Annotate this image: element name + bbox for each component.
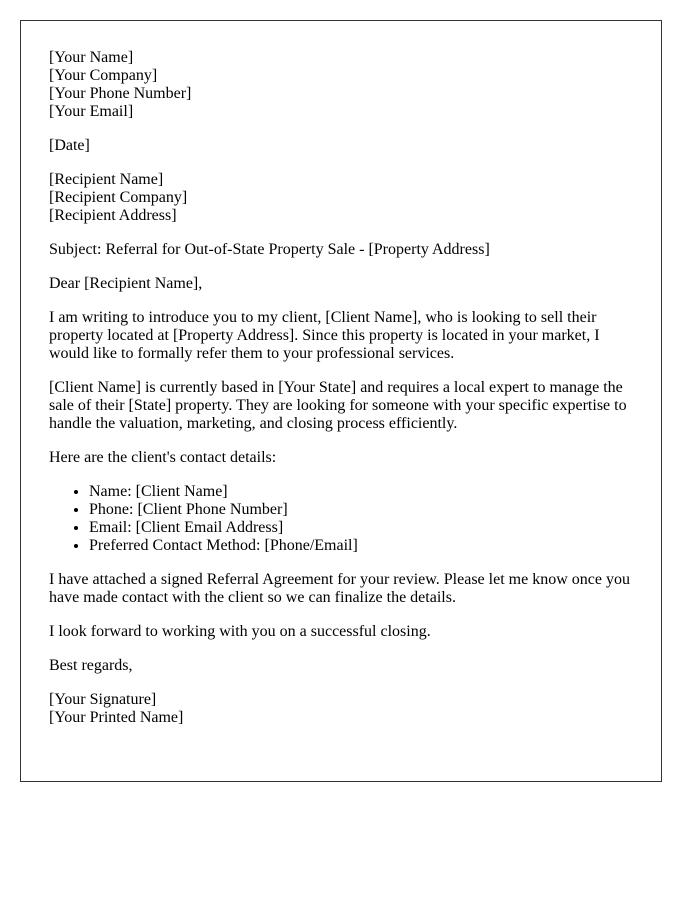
salutation: Dear [Recipient Name],	[49, 275, 203, 292]
printed-name: [Your Printed Name]	[49, 709, 184, 726]
sender-phone: [Your Phone Number]	[49, 85, 192, 102]
body-paragraph: I am writing to introduce you to my client, [Client Name], who is looking to sell their property located at [Property Address]. Since this property is located in your market, I would like to formally refer them to your professional services.	[49, 309, 600, 362]
signoff: Best regards,	[49, 657, 133, 674]
recipient-block	[49, 171, 633, 225]
sender-name: [Your Name]	[49, 49, 134, 66]
subject: Subject: Referral for Out-of-State Property Sale - [Property Address]	[49, 241, 490, 258]
sender-block	[49, 49, 633, 121]
body-paragraph: I have attached a signed Referral Agreement for your review. Please let me know once you have made contact with the client so we can finalize the details.	[49, 571, 630, 606]
list-item: • Name: [Client Name]	[89, 483, 633, 501]
contact-list	[49, 483, 633, 555]
letter	[20, 20, 662, 782]
list-item: • Phone: [Client Phone Number]	[89, 501, 633, 519]
signature: [Your Signature]	[49, 691, 157, 708]
recipient-company: [Recipient Company]	[49, 189, 188, 206]
list-item: • Email: [Client Email Address]	[89, 519, 633, 537]
signature-block	[49, 691, 633, 727]
recipient-address: [Recipient Address]	[49, 207, 177, 224]
recipient-name: [Recipient Name]	[49, 171, 164, 188]
list-item: • Preferred Contact Method: [Phone/Email]	[89, 537, 633, 555]
body-paragraph: Here are the client's contact details:	[49, 449, 277, 466]
body-paragraph: [Client Name] is currently based in [Your State] and requires a local expert to manage the sale of their [State] property. They are looking for someone with your specific expertise to handle the valuation, marketing, and closing process efficiently.	[49, 379, 627, 432]
date: [Date]	[49, 137, 90, 154]
body-paragraph: I look forward to working with you on a successful closing.	[49, 623, 431, 640]
sender-company: [Your Company]	[49, 67, 158, 84]
sender-email: [Your Email]	[49, 103, 134, 120]
